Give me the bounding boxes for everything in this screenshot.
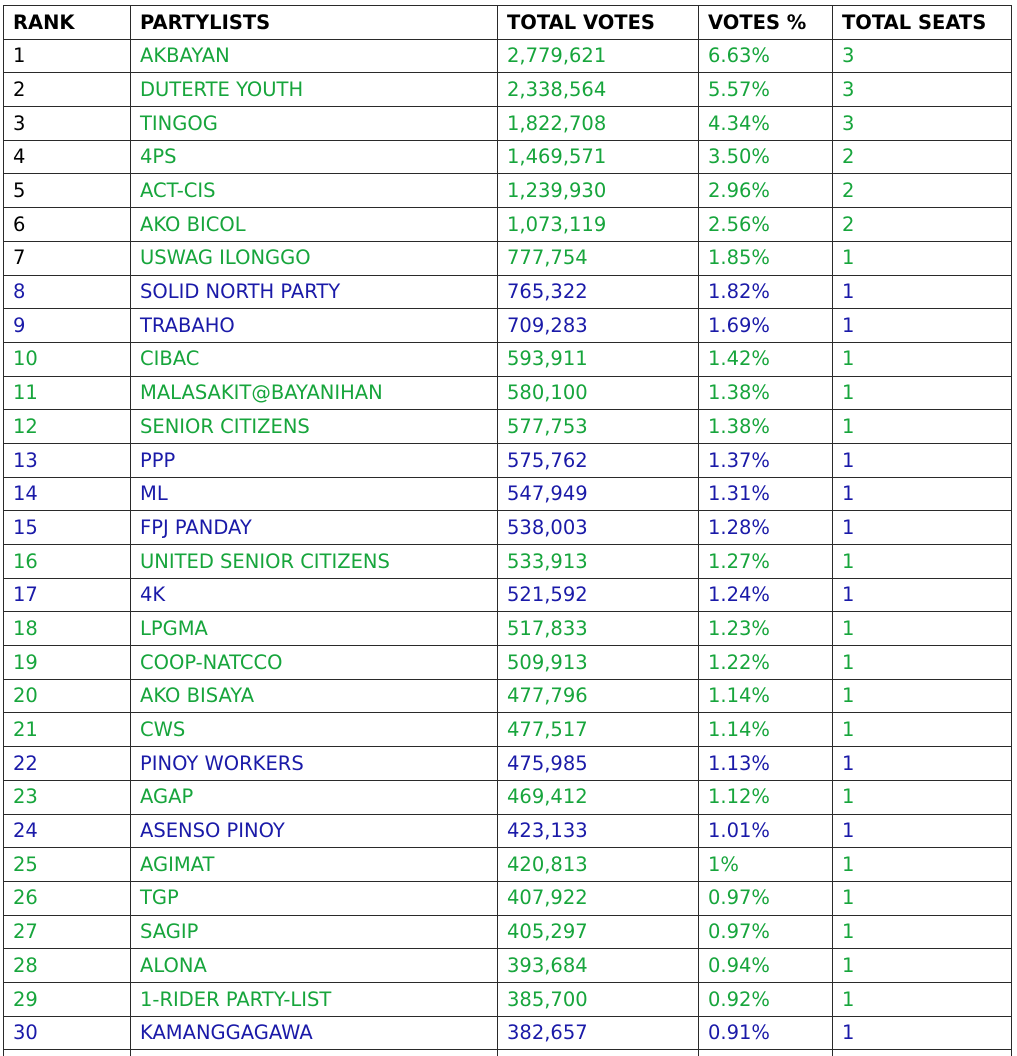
table-row (4, 747, 1012, 781)
votes-cell: 393,684 (498, 949, 699, 983)
party-cell: FPJ PANDAY (131, 511, 498, 545)
seats-cell: 1 (833, 511, 1012, 545)
empty-cell (699, 1050, 833, 1056)
votes-cell: 420,813 (498, 848, 699, 882)
table-row (4, 410, 1012, 444)
seats-cell: 1 (833, 982, 1012, 1016)
votes-cell: 405,297 (498, 915, 699, 949)
table-row (4, 1016, 1012, 1050)
header-votes-pct: VOTES % (699, 6, 833, 40)
party-cell: SENIOR CITIZENS (131, 410, 498, 444)
table-row (4, 107, 1012, 141)
table-row (4, 39, 1012, 73)
rank-cell: 24 (4, 814, 131, 848)
results-body (4, 39, 1012, 1056)
pct-cell: 1.27% (699, 545, 833, 579)
votes-cell: 509,913 (498, 646, 699, 680)
votes-cell: 577,753 (498, 410, 699, 444)
seats-cell: 1 (833, 679, 1012, 713)
rank-cell: 3 (4, 107, 131, 141)
rank-cell: 27 (4, 915, 131, 949)
votes-cell: 2,338,564 (498, 73, 699, 107)
party-cell: LPGMA (131, 612, 498, 646)
table-row (4, 713, 1012, 747)
party-cell: TGP (131, 881, 498, 915)
pct-cell: 1.14% (699, 679, 833, 713)
table-row (4, 477, 1012, 511)
pct-cell: 5.57% (699, 73, 833, 107)
table-row (4, 881, 1012, 915)
rank-cell: 30 (4, 1016, 131, 1050)
votes-cell: 382,657 (498, 1016, 699, 1050)
header-total-votes: TOTAL VOTES (498, 6, 699, 40)
table-row (4, 679, 1012, 713)
party-cell: ML (131, 477, 498, 511)
seats-cell: 1 (833, 545, 1012, 579)
table-row (4, 982, 1012, 1016)
seats-cell: 2 (833, 208, 1012, 242)
votes-cell: 2,779,621 (498, 39, 699, 73)
rank-cell: 21 (4, 713, 131, 747)
seats-cell: 1 (833, 949, 1012, 983)
seats-cell: 3 (833, 73, 1012, 107)
votes-cell: 407,922 (498, 881, 699, 915)
party-cell: 1-RIDER PARTY-LIST (131, 982, 498, 1016)
empty-cell (498, 1050, 699, 1056)
party-cell: ACT-CIS (131, 174, 498, 208)
seats-cell: 1 (833, 410, 1012, 444)
seats-cell: 1 (833, 241, 1012, 275)
empty-cell (131, 1050, 498, 1056)
party-cell: 4K (131, 578, 498, 612)
votes-cell: 777,754 (498, 241, 699, 275)
table-row (4, 275, 1012, 309)
table-row (4, 309, 1012, 343)
empty-cell (833, 1050, 1012, 1056)
partylist-results-table (3, 5, 1012, 1056)
rank-cell: 26 (4, 881, 131, 915)
pct-cell: 0.94% (699, 949, 833, 983)
seats-cell: 1 (833, 646, 1012, 680)
rank-cell: 11 (4, 376, 131, 410)
pct-cell: 1.28% (699, 511, 833, 545)
rank-cell: 29 (4, 982, 131, 1016)
party-cell: UNITED SENIOR CITIZENS (131, 545, 498, 579)
pct-cell: 1.24% (699, 578, 833, 612)
rank-cell: 22 (4, 747, 131, 781)
party-cell: ASENSO PINOY (131, 814, 498, 848)
table-row (4, 241, 1012, 275)
pct-cell: 1.13% (699, 747, 833, 781)
party-cell: SOLID NORTH PARTY (131, 275, 498, 309)
rank-cell: 14 (4, 477, 131, 511)
table-row (4, 73, 1012, 107)
votes-cell: 593,911 (498, 342, 699, 376)
votes-cell: 1,822,708 (498, 107, 699, 141)
table-row (4, 814, 1012, 848)
party-cell: SAGIP (131, 915, 498, 949)
pct-cell: 1.38% (699, 410, 833, 444)
pct-cell: 1.31% (699, 477, 833, 511)
pct-cell: 0.97% (699, 915, 833, 949)
table-row (4, 612, 1012, 646)
party-cell: DUTERTE YOUTH (131, 73, 498, 107)
pct-cell: 1.01% (699, 814, 833, 848)
pct-cell: 1.85% (699, 241, 833, 275)
pct-cell: 4.34% (699, 107, 833, 141)
party-cell: KAMANGGAGAWA (131, 1016, 498, 1050)
votes-cell: 533,913 (498, 545, 699, 579)
seats-cell: 3 (833, 107, 1012, 141)
party-cell: ALONA (131, 949, 498, 983)
seats-cell: 1 (833, 376, 1012, 410)
votes-cell: 477,796 (498, 679, 699, 713)
party-cell: CIBAC (131, 342, 498, 376)
seats-cell: 2 (833, 140, 1012, 174)
party-cell: COOP-NATCCO (131, 646, 498, 680)
header-partylists: PARTYLISTS (131, 6, 498, 40)
rank-cell: 6 (4, 208, 131, 242)
rank-cell: 28 (4, 949, 131, 983)
party-cell: AKO BISAYA (131, 679, 498, 713)
votes-cell: 477,517 (498, 713, 699, 747)
party-cell: 4PS (131, 140, 498, 174)
votes-cell: 709,283 (498, 309, 699, 343)
party-cell: AKO BICOL (131, 208, 498, 242)
party-cell: AGAP (131, 780, 498, 814)
votes-cell: 469,412 (498, 780, 699, 814)
seats-cell: 1 (833, 747, 1012, 781)
header-row (4, 6, 1012, 40)
party-cell: AGIMAT (131, 848, 498, 882)
seats-cell: 1 (833, 814, 1012, 848)
party-cell: PINOY WORKERS (131, 747, 498, 781)
seats-cell: 3 (833, 39, 1012, 73)
rank-cell: 9 (4, 309, 131, 343)
rank-cell: 8 (4, 275, 131, 309)
table-row (4, 578, 1012, 612)
rank-cell: 13 (4, 443, 131, 477)
rank-cell: 5 (4, 174, 131, 208)
rank-cell: 2 (4, 73, 131, 107)
rank-cell: 18 (4, 612, 131, 646)
rank-cell: 10 (4, 342, 131, 376)
seats-cell: 1 (833, 342, 1012, 376)
header-total-seats: TOTAL SEATS (833, 6, 1012, 40)
seats-cell: 2 (833, 174, 1012, 208)
table-row (4, 208, 1012, 242)
rank-cell: 15 (4, 511, 131, 545)
table-row (4, 342, 1012, 376)
seats-cell: 1 (833, 578, 1012, 612)
seats-cell: 1 (833, 309, 1012, 343)
party-cell: TINGOG (131, 107, 498, 141)
table-row (4, 545, 1012, 579)
table-row (4, 443, 1012, 477)
table-row (4, 174, 1012, 208)
seats-cell: 1 (833, 881, 1012, 915)
rank-cell: 12 (4, 410, 131, 444)
party-cell: MALASAKIT@BAYANIHAN (131, 376, 498, 410)
votes-cell: 385,700 (498, 982, 699, 1016)
table-row (4, 646, 1012, 680)
pct-cell: 1.14% (699, 713, 833, 747)
pct-cell: 1.69% (699, 309, 833, 343)
votes-cell: 1,469,571 (498, 140, 699, 174)
votes-cell: 521,592 (498, 578, 699, 612)
pct-cell: 0.91% (699, 1016, 833, 1050)
seats-cell: 1 (833, 477, 1012, 511)
votes-cell: 475,985 (498, 747, 699, 781)
rank-cell: 20 (4, 679, 131, 713)
seats-cell: 1 (833, 275, 1012, 309)
seats-cell: 1 (833, 780, 1012, 814)
pct-cell: 1.42% (699, 342, 833, 376)
votes-cell: 517,833 (498, 612, 699, 646)
table-row (4, 511, 1012, 545)
votes-cell: 547,949 (498, 477, 699, 511)
pct-cell: 1.12% (699, 780, 833, 814)
header-rank: RANK (4, 6, 131, 40)
rank-cell: 19 (4, 646, 131, 680)
seats-cell: 1 (833, 713, 1012, 747)
votes-cell: 575,762 (498, 443, 699, 477)
table-row (4, 780, 1012, 814)
table-row (4, 848, 1012, 882)
party-cell: CWS (131, 713, 498, 747)
pct-cell: 1.82% (699, 275, 833, 309)
party-cell: PPP (131, 443, 498, 477)
empty-cell (4, 1050, 131, 1056)
table-row (4, 140, 1012, 174)
seats-cell: 1 (833, 848, 1012, 882)
rank-cell: 25 (4, 848, 131, 882)
pct-cell: 6.63% (699, 39, 833, 73)
table-row (4, 949, 1012, 983)
table-row (4, 915, 1012, 949)
party-cell: AKBAYAN (131, 39, 498, 73)
rank-cell: 7 (4, 241, 131, 275)
rank-cell: 23 (4, 780, 131, 814)
pct-cell: 1.22% (699, 646, 833, 680)
votes-cell: 538,003 (498, 511, 699, 545)
pct-cell: 0.97% (699, 881, 833, 915)
table-row-partial (4, 1050, 1012, 1056)
table-row (4, 376, 1012, 410)
seats-cell: 1 (833, 915, 1012, 949)
pct-cell: 2.56% (699, 208, 833, 242)
rank-cell: 17 (4, 578, 131, 612)
rank-cell: 16 (4, 545, 131, 579)
votes-cell: 580,100 (498, 376, 699, 410)
pct-cell: 1.37% (699, 443, 833, 477)
votes-cell: 423,133 (498, 814, 699, 848)
seats-cell: 1 (833, 1016, 1012, 1050)
party-cell: TRABAHO (131, 309, 498, 343)
pct-cell: 1.38% (699, 376, 833, 410)
votes-cell: 1,073,119 (498, 208, 699, 242)
votes-cell: 1,239,930 (498, 174, 699, 208)
votes-cell: 765,322 (498, 275, 699, 309)
rank-cell: 4 (4, 140, 131, 174)
pct-cell: 0.92% (699, 982, 833, 1016)
rank-cell: 1 (4, 39, 131, 73)
seats-cell: 1 (833, 443, 1012, 477)
pct-cell: 1% (699, 848, 833, 882)
seats-cell: 1 (833, 612, 1012, 646)
pct-cell: 1.23% (699, 612, 833, 646)
party-cell: USWAG ILONGGO (131, 241, 498, 275)
pct-cell: 3.50% (699, 140, 833, 174)
pct-cell: 2.96% (699, 174, 833, 208)
